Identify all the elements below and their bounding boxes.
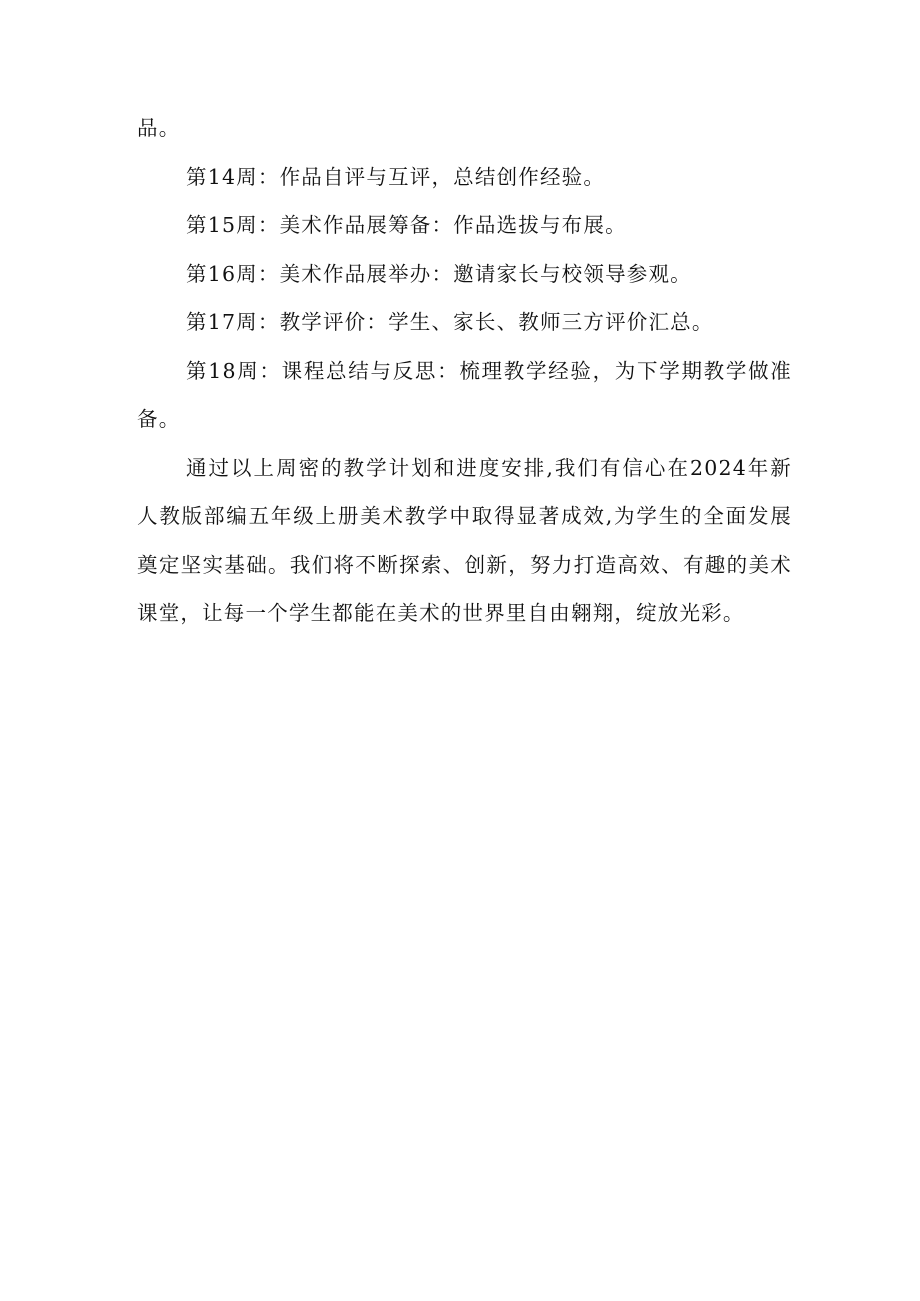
continuation-line: 品。 (137, 116, 181, 140)
schedule-item-week-18: 第18周：课程总结与反思：梳理教学经验，为下学期教学做准备。 (137, 358, 792, 431)
schedule-item-week-14: 第14周：作品自评与互评，总结创作经验。 (186, 164, 606, 189)
schedule-item-week-17: 第17周：教学评价：学生、家长、教师三方评价汇总。 (186, 310, 714, 334)
conclusion-paragraph: 通过以上周密的教学计划和进度安排,我们有信心在2024年新人教版部编五年级上册美术教学中取得显著成效,为学生的全面发展奠定坚实基础。我们将不断探索、创新，努力打造高效、有趣的美术课堂，让每一个学生都能在美术的世界里自由翱翔，绽放光彩。 (137, 455, 792, 625)
document-body (137, 104, 792, 638)
schedule-item-week-16: 第16周：美术作品展举办：邀请家长与校领导参观。 (186, 261, 692, 286)
schedule-item-week-15: 第15周：美术作品展筹备：作品选拔与布展。 (186, 213, 627, 237)
